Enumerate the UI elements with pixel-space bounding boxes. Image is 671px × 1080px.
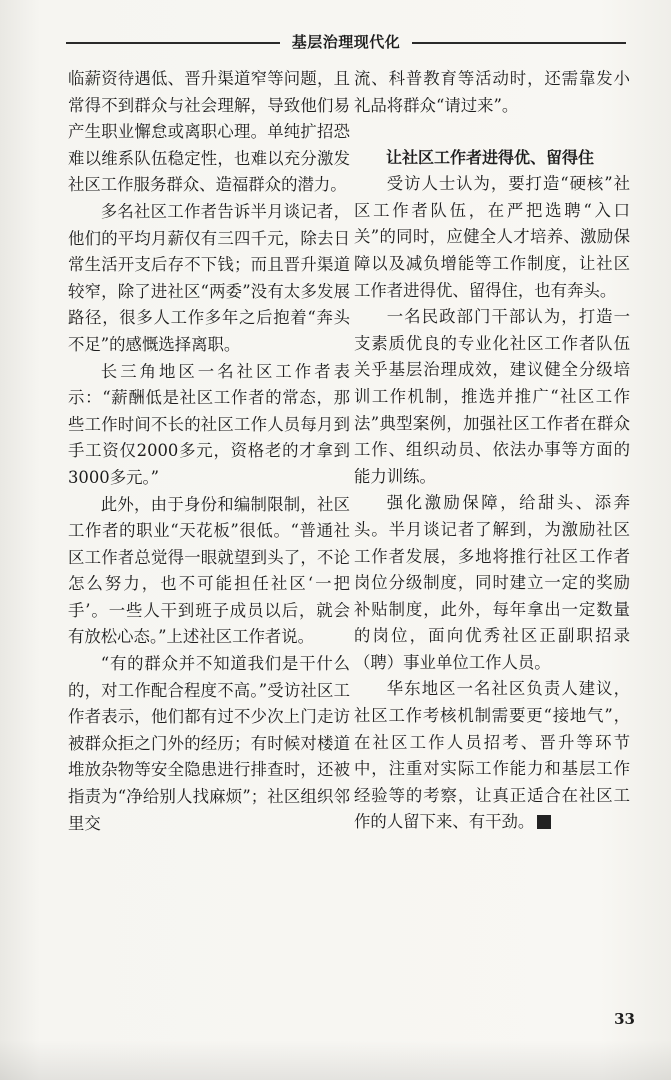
article-end-mark-icon bbox=[537, 815, 551, 829]
right-paragraph-2: 受访人士认为，要打造“硬核”社区工作者队伍，在严把选聘“入口关”的同时，应健全人才培养、激励保障以及减负增能等工作制度，让社区工作者进得优、留得住，也有奔头。 bbox=[354, 174, 630, 300]
left-column bbox=[68, 66, 350, 837]
section-title: 基层治理现代化 bbox=[291, 33, 401, 51]
right-paragraph-4: 强化激励保障，给甜头、添奔头。半月谈记者了解到，为激励社区工作者发展，多地将推行社区工作者岗位分级制度，同时建立一定的奖励补贴制度，此外，每年拿出一定数量的岗位，面向优秀社区正副职招录（聘）事业单位工作人员。 bbox=[354, 493, 630, 672]
right-paragraph-5 bbox=[354, 676, 630, 836]
header-rule-right bbox=[412, 42, 626, 44]
left-paragraph-1: 临薪资待遇低、晋升渠道窄等问题，且常得不到群众与社会理解，导致他们易产生职业懈怠或离职心理。单纯扩招恐难以维系队伍稳定性，也难以充分激发社区工作服务群众、造福群众的潜力。 bbox=[68, 69, 350, 195]
page-number: 33 bbox=[614, 1010, 635, 1028]
left-paragraph-3: 长三角地区一名社区工作者表示：“薪酬低是社区工作者的常态，那些工作时间不长的社区工作人员每月到手工资仅2000多元，资格老的才拿到3000多元。” bbox=[68, 361, 350, 487]
right-column bbox=[354, 66, 630, 836]
running-header bbox=[66, 30, 626, 54]
right-paragraph-1: 流、科普教育等活动时，还需靠发小礼品将群众“请过来”。 bbox=[354, 69, 630, 115]
left-paragraph-5: “有的群众并不知道我们是干什么的，对工作配合程度不高。”受访社区工作者表示，他们都有过不少次上门走访被群众拒之门外的经历；有时候对楼道堆放杂物等安全隐患进行排查时，还被指责为“净给别人找麻烦”；社区组织邻里交 bbox=[68, 654, 350, 833]
right-paragraph-5-text: 华东地区一名社区负责人建议，社区工作考核机制需要更“接地气”，在社区工作人员招考、晋升等环节中，注重对实际工作能力和基层工作经验等的考察，让真正适合在社区工作的人留下来、有干劲。 bbox=[354, 679, 630, 832]
section-subheading: 让社区工作者进得优、留得住 bbox=[386, 148, 595, 168]
header-rule-left bbox=[66, 42, 280, 44]
page-shadow bbox=[0, 1040, 671, 1080]
left-paragraph-2: 多名社区工作者告诉半月谈记者，他们的平均月薪仅有三四千元，除去日常生活开支后存不下钱；而且晋升渠道较窄，除了进社区“两委”没有太多发展路径，很多人工作多年之后抱着“奔头不足”的感慨选择离职。 bbox=[68, 201, 350, 354]
right-paragraph-3: 一名民政部门干部认为，打造一支素质优良的专业化社区工作者队伍关乎基层治理成效，建议健全分级培训工作机制，推选并推广“社区工作法”典型案例，加强社区工作者在群众工作、组织动员、依法办事等方面的能力训练。 bbox=[354, 307, 630, 486]
left-paragraph-4: 此外，由于身份和编制限制，社区工作者的职业“天花板”很低。“普通社区工作者总觉得一眼就望到头了，不论怎么努力，也不可能担任社区‘一把手’。一些人干到班子成员以后，就会有放松心态。”上述社区工作者说。 bbox=[68, 494, 350, 647]
